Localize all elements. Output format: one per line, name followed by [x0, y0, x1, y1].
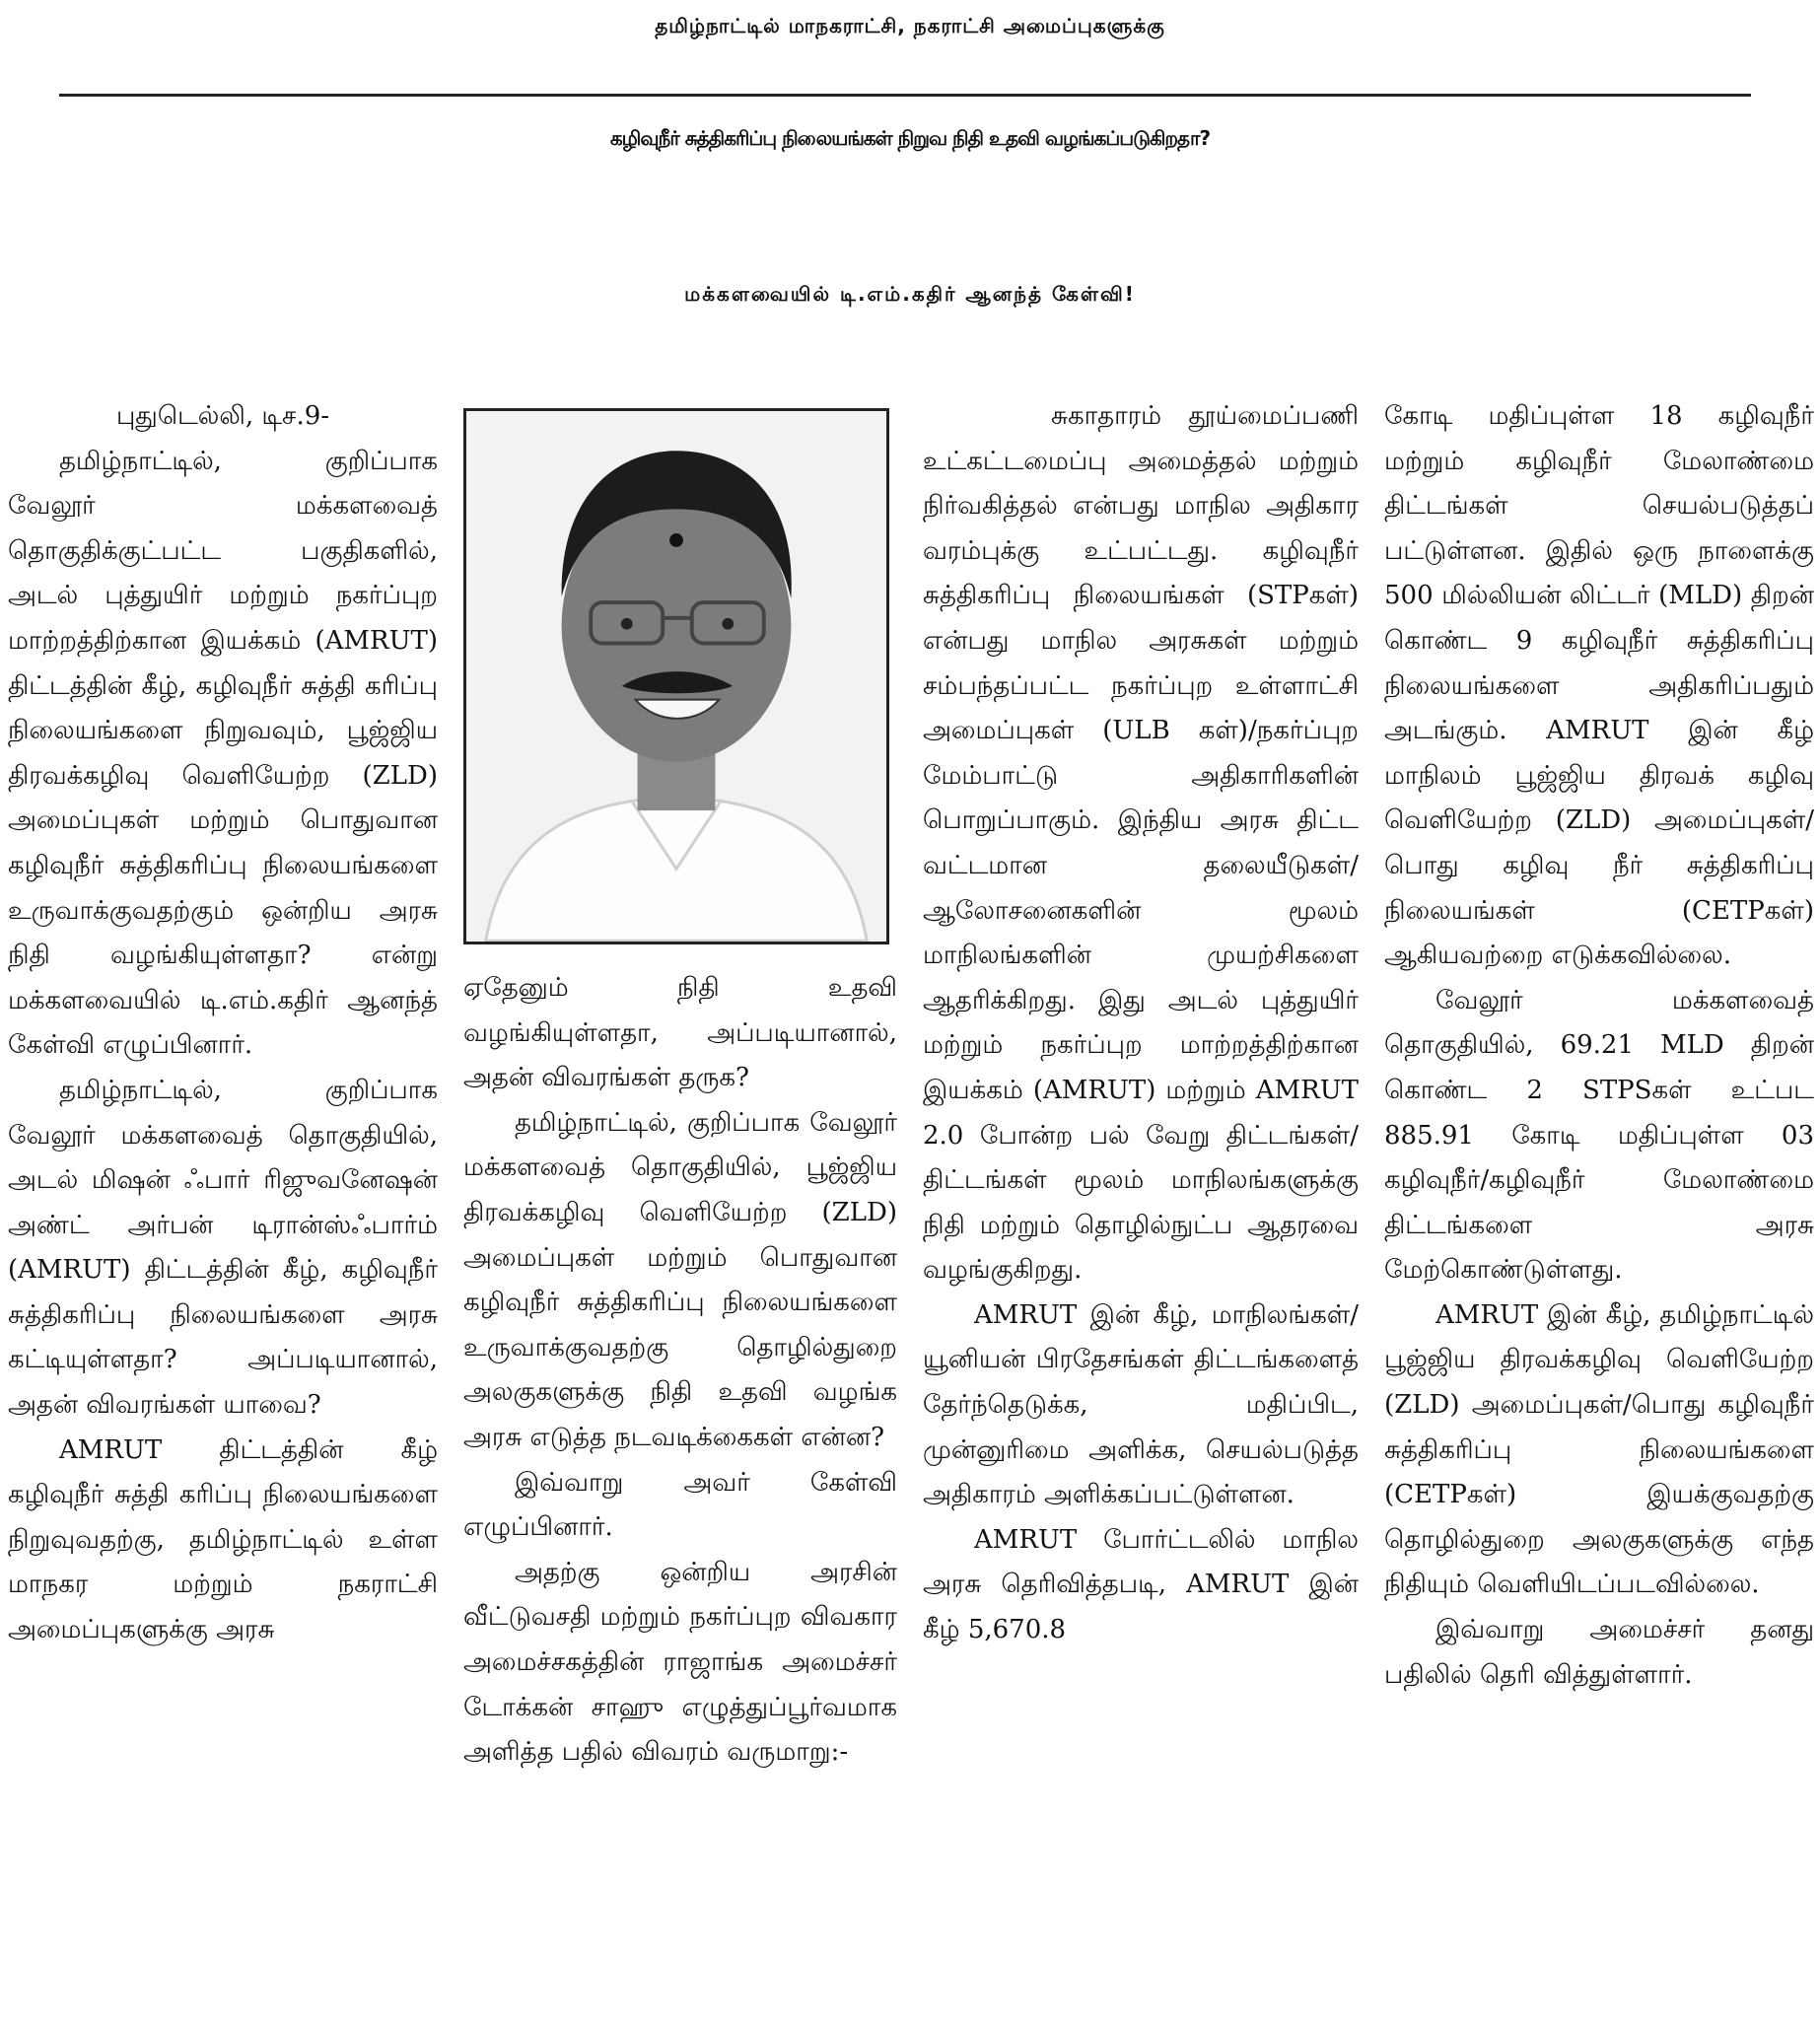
- portrait-photo: [463, 408, 889, 944]
- main-headline: கழிவுநீர் சுத்திகரிப்பு நிலையங்கள் நிறுவ நிதி உதவி வழங்கப்படுகிறதா?: [609, 126, 1211, 150]
- article-column-1: [8, 394, 438, 1653]
- sub-headline: மக்களவையில் டி.எம்.கதிர் ஆனந்த் கேள்வி!: [684, 282, 1136, 306]
- article-column-2: [463, 966, 897, 1776]
- paragraph: சுகாதாரம் தூய்மைப்பணி உட்கட்டமைப்பு அமைத்தல் மற்றும் நிர்வகித்தல் என்பது மாநில அதிகார வரம்புக்கு உட்பட்டது. கழிவுநீர் சுத்திகரிப்பு நிலையங்கள் (STPகள்) என்பது மாநில அரசுகள் மற்றும் சம்பந்தப்பட்ட நகர்ப்புற உள்ளாட்சி அமைப்புகள் (ULB கள்)/நகர்ப்புற மேம்பாட்டு அதிகாரிகளின் பொறுப்பாகும். இந்திய அரசு திட்ட வட்டமான தலையீடுகள்/ஆலோசனைகளின் மூலம் மாநிலங்களின் முயற்சிகளை ஆதரிக்கிறது. இது அடல் புத்துயிர் மற்றும் நகர்ப்புற மாற்றத்திற்கான இயக்கம் (AMRUT) மற்றும் AMRUT 2.0 போன்ற பல் வேறு திட்டங்கள்/திட்டங்கள் மூலம் மாநிலங்களுக்கு நிதி மற்றும் தொழில்நுட்ப ஆதரவை வழங்குகிறது.: [923, 401, 1359, 1286]
- paragraph: AMRUT இன் கீழ், தமிழ்நாட்டில் பூஜ்ஜிய திரவக்கழிவு வெளியேற்ற (ZLD) அமைப்புகள்/பொது கழிவுநீர் சுத்திகரிப்பு நிலையங்களை (CETPகள்) இயக்குவதற்கு தொழில்துறை அலகுகளுக்கு எந்த நிதியும் வெளியிடப்படவில்லை.: [1384, 1299, 1814, 1600]
- paragraph: ஏதேனும் நிதி உதவி வழங்கியுள்ளதா, அப்படியானால், அதன் விவரங்கள் தருக?: [463, 973, 897, 1093]
- paragraph: இவ்வாறு அவர் கேள்வி எழுப்பினார்.: [463, 1467, 897, 1543]
- paragraph: AMRUT போர்ட்டலில் மாநில அரசு தெரிவித்தபடி, AMRUT இன் கீழ் 5,670.8: [923, 1524, 1359, 1645]
- paragraph: தமிழ்நாட்டில், குறிப்பாக வேலூர் மக்களவைத் தொகுதியில், அடல் மிஷன் ஃபார் ரிஜுவனேஷன் அண்ட் அர்பன் டிரான்ஸ்ஃபார்ம் (AMRUT) திட்டத்தின் கீழ், கழிவுநீர் சுத்திகரிப்பு நிலையங்களை அரசு கட்டியுள்ளதா? அப்படியானால், அதன் விவரங்கள் யாவை?: [8, 1075, 438, 1421]
- kicker-underline: [59, 94, 1751, 97]
- article-column-3: [923, 394, 1359, 1653]
- kicker-headline: தமிழ்நாட்டில் மாநகராட்சி, நகராட்சி அமைப்புகளுக்கு: [655, 14, 1165, 37]
- dateline: புதுடெல்லி, டிச.9-: [115, 401, 330, 431]
- article-column-4: [1384, 394, 1814, 1698]
- paragraph: தமிழ்நாட்டில், குறிப்பாக வேலூர் மக்களவைத் தொகுதியில், பூஜ்ஜிய திரவக்கழிவு வெளியேற்ற (ZLD) அமைப்புகள் மற்றும் பொதுவான கழிவுநீர் சுத்திகரிப்பு நிலையங்களை உருவாக்குவதற்கு தொழில்துறை அலகுகளுக்கு நிதி உதவி வழங்க அரசு எடுத்த நடவடிக்கைகள் என்ன?: [463, 1107, 897, 1452]
- paragraph: தமிழ்நாட்டில், குறிப்பாக வேலூர் மக்களவைத் தொகுதிக்குட்பட்ட பகுதிகளில், அடல் புத்துயிர் மற்றும் நகர்ப்புற மாற்றத்திற்கான இயக்கம் (AMRUT) திட்டத்தின் கீழ், கழிவுநீர் சுத்தி கரிப்பு நிலையங்களை நிறுவவும், பூஜ்ஜிய திரவக்கழிவு வெளியேற்ற (ZLD) அமைப்புகள் மற்றும் பொதுவான கழிவுநீர் சுத்திகரிப்பு நிலையங்களை உருவாக்குவதற்கும் ஒன்றிய அரசு நிதி வழங்கியுள்ளதா? என்று மக்களவையில் டி.எம்.கதிர் ஆனந்த் கேள்வி எழுப்பினார்.: [8, 446, 438, 1061]
- paragraph: வேலூர் மக்களவைத் தொகுதியில், 69.21 MLD திறன் கொண்ட 2 STPSகள் உட்பட 885.91 கோடி மதிப்புள்ள 03 கழிவுநீர்/கழிவுநீர் மேலாண்மை திட்டங்களை அரசு மேற்கொண்டுள்ளது.: [1384, 985, 1814, 1286]
- paragraph: இவ்வாறு அமைச்சர் தனது பதிலில் தெரி வித்துள்ளார்.: [1384, 1615, 1814, 1690]
- paragraph: அதற்கு ஒன்றிய அரசின் வீட்டுவசதி மற்றும் நகர்ப்புற விவகார அமைச்சகத்தின் ராஜாங்க அமைச்சர் டோக்கன் சாஹு எழுத்துப்பூர்வமாக அளித்த பதில் விவரம் வருமாறு:-: [463, 1557, 897, 1768]
- paragraph: AMRUT இன் கீழ், மாநிலங்கள்/யூனியன் பிரதேசங்கள் திட்டங்களைத் தேர்ந்தெடுக்க, மதிப்பிட, முன்னுரிமை அளிக்க, செயல்படுத்த அதிகாரம் அளிக்கப்பட்டுள்ளன.: [923, 1299, 1359, 1510]
- paragraph: AMRUT திட்டத்தின் கீழ் கழிவுநீர் சுத்தி கரிப்பு நிலையங்களை நிறுவுவதற்கு, தமிழ்நாட்டில் உள்ள மாநகர மற்றும் நகராட்சி அமைப்புகளுக்கு அரசு: [8, 1434, 438, 1645]
- paragraph: கோடி மதிப்புள்ள 18 கழிவுநீர் மற்றும் கழிவுநீர் மேலாண்மை திட்டங்கள் செயல்படுத்தப் பட்டுள்ளன. இதில் ஒரு நாளைக்கு 500 மில்லியன் லிட்டர் (MLD) திறன் கொண்ட 9 கழிவுநீர் சுத்திகரிப்பு நிலையங்களை அதிகரிப்பதும் அடங்கும். AMRUT இன் கீழ் மாநிலம் பூஜ்ஜிய திரவக் கழிவு வெளியேற்ற (ZLD) அமைப்புகள்/பொது கழிவு நீர் சுத்திகரிப்பு நிலையங்கள் (CETPகள்) ஆகியவற்றை எடுக்கவில்லை.: [1384, 401, 1814, 971]
